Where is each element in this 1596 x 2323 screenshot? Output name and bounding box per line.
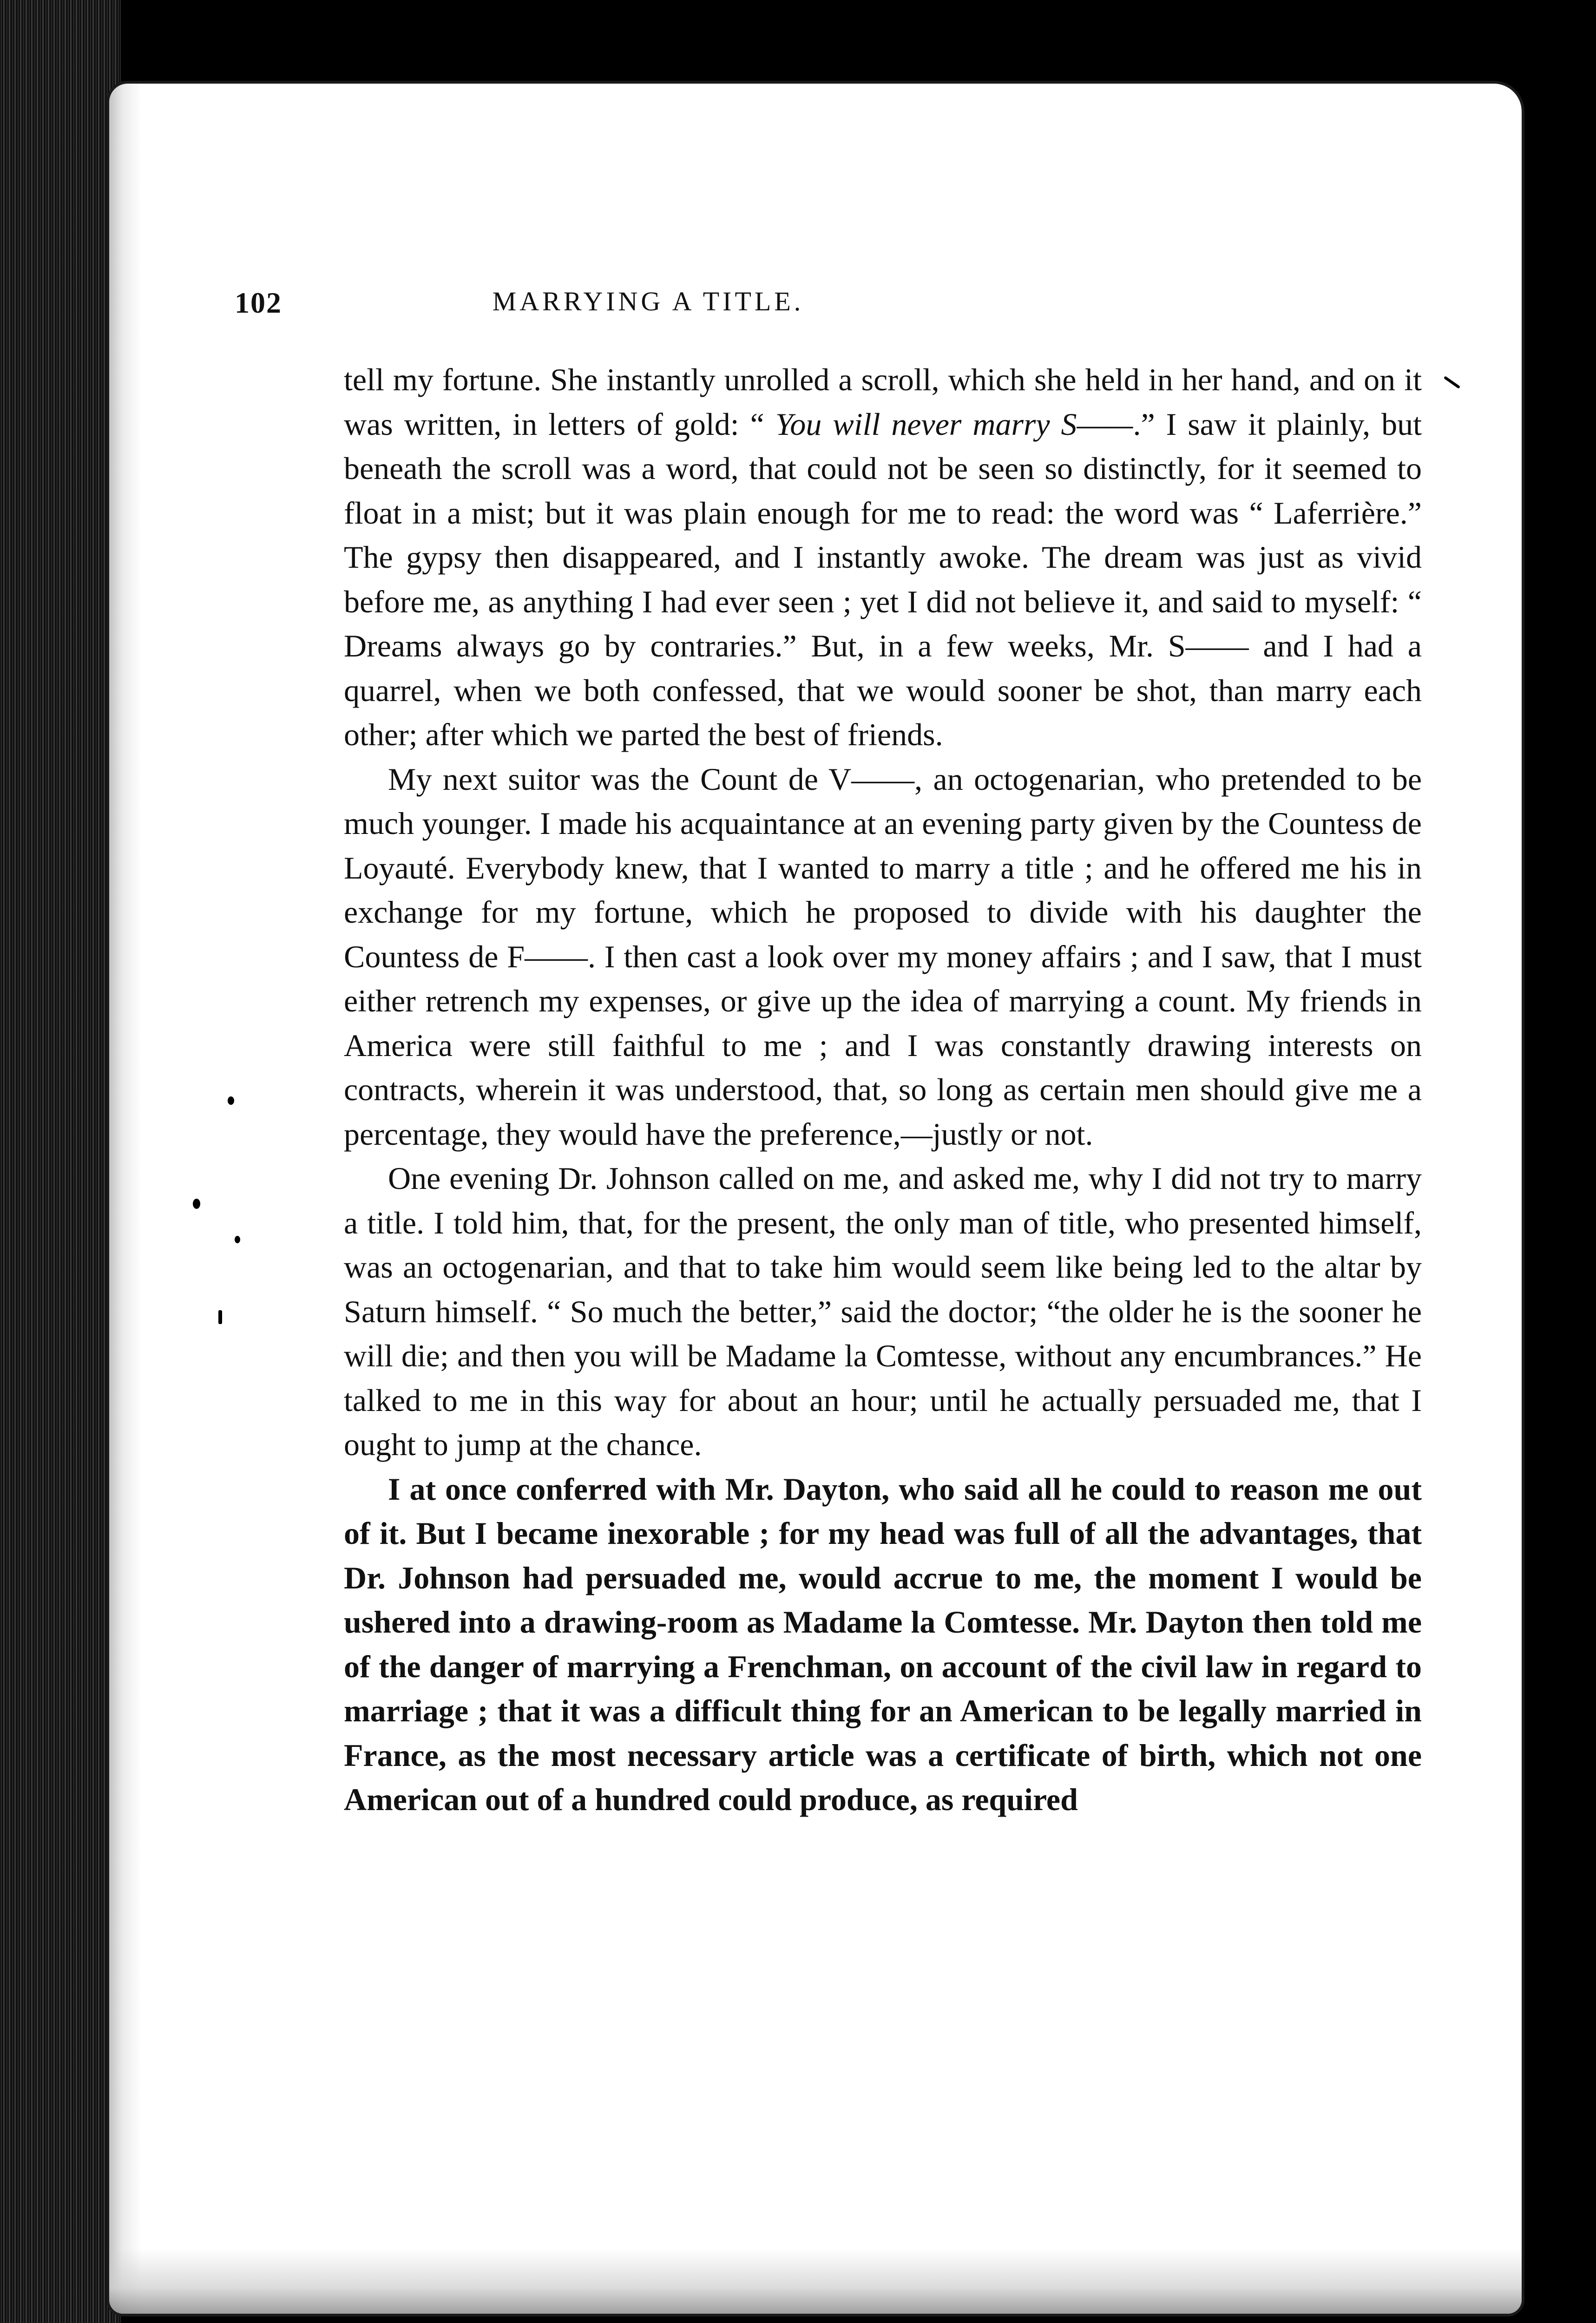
paragraph-1-italic-quote: You will never marry S—— bbox=[775, 406, 1133, 442]
ink-speck bbox=[193, 1199, 200, 1209]
running-head: MARRYING A TITLE. bbox=[492, 286, 804, 316]
ink-speck bbox=[218, 1310, 222, 1324]
page-header bbox=[235, 286, 1062, 323]
page-bottom-shadow bbox=[109, 2249, 1522, 2314]
paragraph-1-text-start: tell my fortune. She instantly unrolled a scroll, which she held in her hand, and on it was written, in letters of gold: “ bbox=[344, 362, 1422, 442]
ink-speck bbox=[235, 1236, 240, 1243]
paragraph-2: My next suitor was the Count de V——, an octogenarian, who pretended to be much younger. I made his acquaintance at an evening party given by the Countess de Loyauté. Everybody knew, that I wanted to marry a title ; and he offered me his in exchange for my fortune, which he proposed to divide with his daughter the Countess de F——. I then cast a look over my money affairs ; and I saw, that I must either retrench my expenses, or give up the idea of marrying a count. My friends in America were still faithful to me ; and I was constantly drawing interests on contracts, wherein it was understood, that, so long as certain men should give me a percentage, they would have the preference,—justly or not. bbox=[344, 761, 1422, 1152]
paragraph-3: One evening Dr. Johnson called on me, and asked me, why I did not try to marry a title. I told him, that, for the present, the only man of title, who presented himself, was an octogenarian, and that to take him would seem like being led to the altar by Saturn himself. “ So much the better,” said the doctor; “the older he is the sooner he will die; and then you will be Madame la Comtesse, without any encumbrances.” He talked to me in this way for about an hour; until he actually persuaded me, that I ought to jump at the chance. bbox=[344, 1161, 1422, 1462]
ink-speck bbox=[228, 1096, 234, 1105]
book-binding-edge bbox=[0, 0, 121, 2323]
body-text bbox=[344, 358, 1422, 1822]
paragraph-1-text-end: .” I saw it plainly, but beneath the scroll was a word, that could not be seen so distinctly, for it seemed to float in a mist; but it was plain enough for me to read: the word was “ Laferrière.” The gypsy then disappeared, and I instantly awoke. The dream was just as vivid before me, as anything I had ever seen ; yet I did not believe it, and said to myself: “ Dreams always go by contraries.” But, in a few weeks, Mr. S—— and I had a quarrel, when we both confessed, that we would sooner be shot, than marry each other; after which we parted the best of friends. bbox=[344, 406, 1422, 752]
paragraph-1 bbox=[344, 358, 1422, 757]
page-number: 102 bbox=[235, 286, 282, 319]
paragraph-4: I at once conferred with Mr. Dayton, who said all he could to reason me out of it. But I became inexorable ; for my head was full of all the advantages, that Dr. Johnson had persuaded me, would accrue to me, the moment I would be ushered into a drawing-room as Madame la Comtesse. Mr. Dayton then told me of the danger of marrying a Frenchman, on account of the civil law in regard to marriage ; that it was a difficult thing for an American to be legally married in France, as the most necessary article was a certificate of birth, which not one American out of a hundred could produce, as required bbox=[344, 1471, 1422, 1817]
